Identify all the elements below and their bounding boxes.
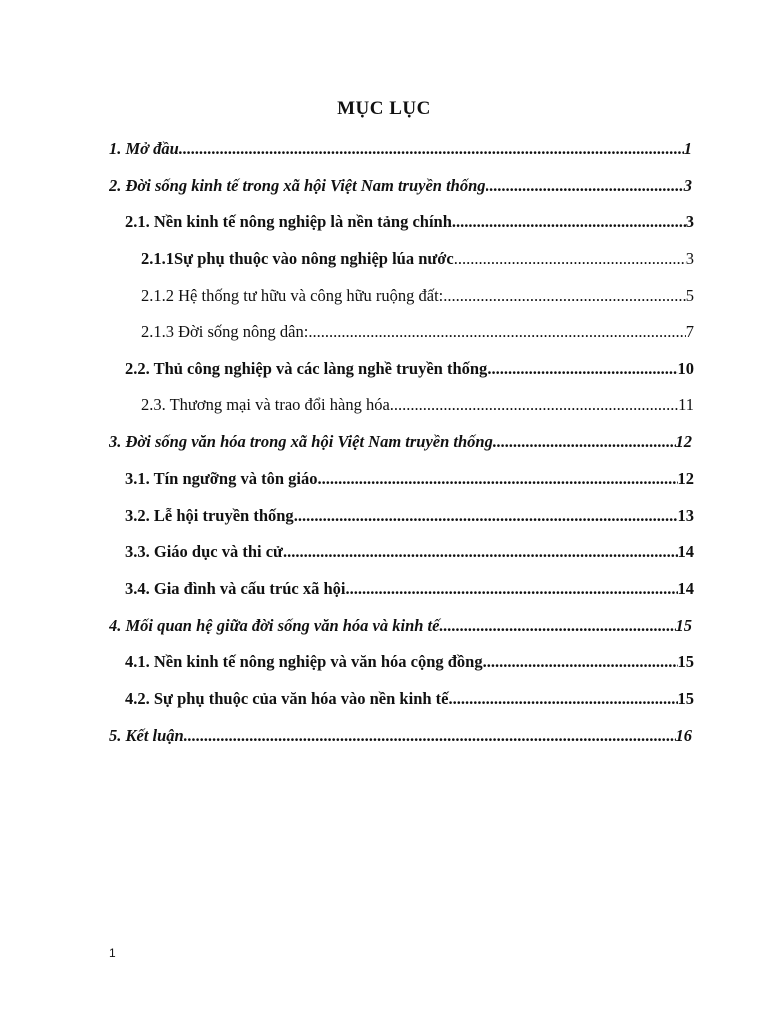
toc-entry[interactable] <box>109 614 692 638</box>
toc-entry[interactable] <box>109 724 692 748</box>
toc-entry-page: 14 <box>677 579 694 598</box>
toc-leader-dots <box>439 614 675 638</box>
toc-entry-page: 12 <box>677 469 694 488</box>
toc-entry-page: 3 <box>685 249 694 268</box>
toc-entry[interactable] <box>141 320 694 344</box>
toc-entry[interactable] <box>125 577 694 601</box>
toc-leader-dots <box>318 467 678 491</box>
toc-entry-page: 14 <box>677 542 694 561</box>
toc-entry[interactable] <box>125 687 694 711</box>
toc-leader-dots <box>454 247 686 271</box>
toc-leader-dots <box>486 174 684 198</box>
toc-entry-label: 3.2. Lễ hội truyền thống <box>125 506 294 525</box>
toc-leader-dots <box>308 320 685 344</box>
toc-entry[interactable] <box>141 247 694 271</box>
toc-entry[interactable] <box>141 393 694 417</box>
footer-page-number: 1 <box>109 946 116 960</box>
toc-entry-label: 3.3. Giáo dục và thi cử <box>125 542 283 561</box>
toc-entry-page: 3 <box>683 176 692 195</box>
toc-entry-label: 2.1.1Sự phụ thuộc vào nông nghiệp lúa nước <box>141 249 454 268</box>
toc-entry-label: 2.1.2 Hệ thống tư hữu và công hữu ruộng đất: <box>141 286 444 305</box>
page-title: MỤC LỤC <box>337 98 431 119</box>
toc-entry-page: 11 <box>678 395 694 414</box>
toc-entry-label: 2. Đời sống kinh tế trong xã hội Việt Nam truyền thống <box>109 176 486 195</box>
toc-leader-dots <box>184 724 676 748</box>
toc-entry-page: 1 <box>683 139 692 158</box>
toc-entry-label: 3. Đời sống văn hóa trong xã hội Việt Nam truyền thống <box>109 432 493 451</box>
toc-entry-page: 15 <box>675 616 692 635</box>
toc-entry[interactable] <box>125 210 694 234</box>
toc-leader-dots <box>346 577 678 601</box>
toc-leader-dots <box>443 284 686 308</box>
toc-leader-dots <box>294 504 678 528</box>
toc-entry-label: 5. Kết luận <box>109 726 184 745</box>
toc-entry-page: 15 <box>677 652 694 671</box>
toc-entry-label: 2.2. Thủ công nghiệp và các làng nghề truyền thống <box>125 359 488 378</box>
toc-entry[interactable] <box>125 540 694 564</box>
toc-leader-dots <box>487 357 677 381</box>
toc-entry-page: 12 <box>675 432 692 451</box>
toc-entry[interactable] <box>125 504 694 528</box>
toc-entry-label: 1. Mở đầu <box>109 139 179 158</box>
toc-leader-dots <box>449 687 678 711</box>
toc-leader-dots <box>483 650 678 674</box>
toc-leader-dots <box>179 137 684 161</box>
toc-entry-label: 4. Mối quan hệ giữa đời sống văn hóa và kinh tế <box>109 616 440 635</box>
toc-entry-page: 16 <box>675 726 692 745</box>
toc-entry[interactable] <box>141 284 694 308</box>
toc-entry-label: 2.3. Thương mại và trao đổi hàng hóa <box>141 395 390 414</box>
toc-entry-page: 10 <box>677 359 694 378</box>
toc-entry-page: 7 <box>685 322 694 341</box>
toc-entry-label: 4.2. Sự phụ thuộc của văn hóa vào nền kinh tế <box>125 689 449 708</box>
toc-entry-label: 2.1.3 Đời sống nông dân: <box>141 322 309 341</box>
toc-entry-page: 3 <box>685 212 694 231</box>
toc-entry-label: 3.4. Gia đình và cấu trúc xã hội <box>125 579 346 598</box>
toc-entry[interactable] <box>109 137 692 161</box>
toc-entry-page: 13 <box>677 506 694 525</box>
toc-entry-label: 4.1. Nền kinh tế nông nghiệp và văn hóa cộng đồng <box>125 652 483 671</box>
toc-leader-dots <box>283 540 678 564</box>
toc-entry[interactable] <box>125 650 694 674</box>
toc-entry[interactable] <box>109 430 692 454</box>
toc-leader-dots <box>493 430 676 454</box>
toc-entry[interactable] <box>125 357 694 381</box>
toc-entry-page: 5 <box>685 286 694 305</box>
toc-leader-dots <box>390 393 678 417</box>
toc-leader-dots <box>452 210 686 234</box>
toc-entry[interactable] <box>125 467 694 491</box>
toc-entry-page: 15 <box>677 689 694 708</box>
toc-entry-label: 2.1. Nền kinh tế nông nghiệp là nền tảng chính <box>125 212 452 231</box>
toc-entry[interactable] <box>109 174 692 198</box>
toc-entry-label: 3.1. Tín ngưỡng và tôn giáo <box>125 469 318 488</box>
